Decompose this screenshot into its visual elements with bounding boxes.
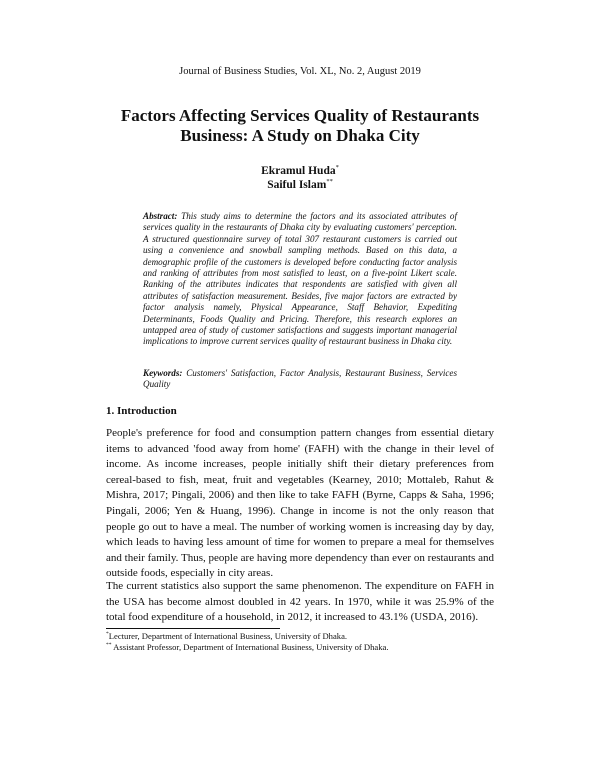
- paper-title: [60, 106, 540, 146]
- author-name: Saiful Islam: [267, 179, 327, 191]
- abstract-text: This study aims to determine the factors and its associated attributes of services quality in the restaurants of Dhaka city by evaluating customers' perception. A structured questionnaire survey of total 307 restaurant customers is carried out using a convenience and snowball sampling methods. Based on this data, a demographic profile of the customers is developed before conducting factor analysis and ranking of attributes from most satisfied to least, on a five-point Likert scale. Ranking of the attributes indicates that respondents are satisfied with given all attributes of satisfaction measurement. Besides, five major factors are extracted by factor analysis namely, Physical Appearance, Staff Behavior, Expediting Determinants, Foods Quality and Pricing. Therefore, this research explores an untapped area of study of customer satisfactions and suggests important managerial implications to improve current services quality of restaurant business in Dhaka city.: [143, 211, 457, 347]
- journal-header: Journal of Business Studies, Vol. XL, No. 2, August 2019: [179, 66, 421, 77]
- keywords: [143, 368, 457, 391]
- abstract-label: Abstract:: [143, 211, 178, 221]
- body-paragraph-1: People's preference for food and consumption pattern changes from essential dietary items to advanced 'food away from home' (FAFH) with the change in their level of income. As income increases, people initially shift their dietary preferences from cereal-based to fish, meat, fruit and vegetables (Kearney, 2010; Mottaleb, Rahut & Mishra, 2017; Pingali, 2006) and then like to take FAFH (Byrne, Capps & Saha, 1996; Pingali, 2006; Yen & Huang, 1996). Change in income is not the only reason that people go out to have a meal. The number of working women is increasing day by day, which leads to having less amount of time for women to prepare a meal for themselves and their family. Thus, people are having more dependency than ever on restaurants and outside foods, especially in city areas.: [106, 427, 494, 580]
- title-line-1: Factors Affecting Services Quality of Restaurants: [120, 106, 480, 125]
- author-mark: **: [326, 178, 333, 185]
- author-1: [0, 164, 600, 178]
- body-paragraph-2: The current statistics also support the same phenomenon. The expenditure on FAFH in the USA has become almost doubled in 42 years. In 1970, while it was 25.9% of the total food expenditure of a household, in 2012, it increased to 43.1% (USDA, 2016).: [106, 580, 494, 624]
- keywords-label: Keywords:: [143, 368, 183, 378]
- footnote-2: [106, 642, 389, 653]
- footnote-text: Assistant Professor, Department of International Business, University of Dhaka.: [111, 642, 389, 652]
- footnote-text: Lecturer, Department of International Business, University of Dhaka.: [108, 631, 348, 641]
- section-heading: 1. Introduction: [106, 405, 177, 417]
- keywords-text: Customers' Satisfaction, Factor Analysis, Restaurant Business, Services Quality: [143, 368, 457, 390]
- footnote-1: [106, 631, 347, 642]
- abstract: [143, 211, 457, 348]
- footnote-mark: *: [106, 631, 109, 637]
- footnote-mark: **: [106, 642, 112, 648]
- footnote-divider: [106, 628, 280, 629]
- author-list: [0, 164, 600, 192]
- author-mark: *: [335, 164, 339, 171]
- title-line-2: Business: A Study on Dhaka City: [180, 126, 420, 145]
- author-2: [0, 178, 600, 192]
- author-name: Ekramul Huda: [261, 165, 336, 177]
